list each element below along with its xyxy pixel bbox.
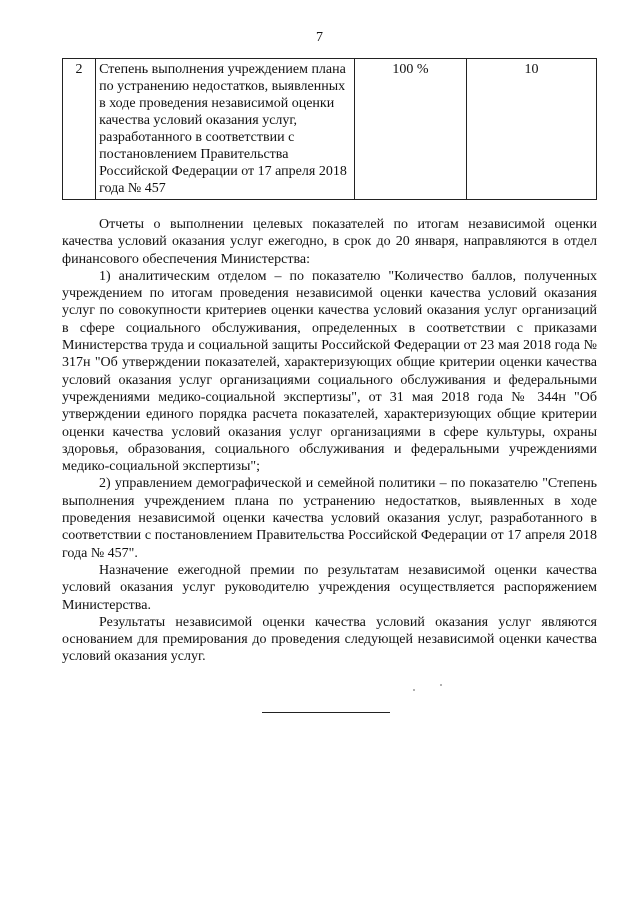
paragraph-item-2-demography: 2) управлением демографической и семейной политики – по показателю "Степень выполнения учреждением плана по устранению недостатков, выявленных в ходе проведения независимой оценки качества условий оказания услуг, разработанного в соответствии с постановлением Правительства Российской Федерации от 17 апреля 2018 года № 457". bbox=[62, 476, 597, 561]
document-body bbox=[62, 216, 597, 666]
scan-speck bbox=[440, 684, 442, 686]
row-number-cell: 2 bbox=[63, 59, 96, 200]
paragraph-results-basis: Результаты независимой оценки качества условий оказания услуг являются основанием для премирования до проведения следующей независимой оценки качества условий оказания услуг. bbox=[62, 614, 597, 665]
target-value-cell: 100 % bbox=[354, 59, 466, 200]
points-cell: 10 bbox=[467, 59, 597, 200]
page-number: 7 bbox=[316, 30, 323, 45]
paragraph-item-1-analytics: 1) аналитическим отделом – по показателю "Количество баллов, полученных учреждением по итогам проведения независимой оценки качества условий оказания услуг по совокупности критериев оценки качества условий оказания услуг организаций в сфере социального обслуживания, определенных в соответствии с приказами Министерства труда и социальной защиты Российской Федерации от 23 мая 2018 года № 317н "Об утверждении показателей, характеризующих общие критерии оценки качества условий оказания услуг организациями социального обслуживания и федеральными учреждениями медико-социальной экспертизы", от 31 мая 2018 года № 344н "Об утверждении единого порядка расчета показателей, характеризующих общие критерии оценки качества условий оказания услуг организациями в сфере культуры, охраны здоровья, образования, социального обслуживания и федеральными учреждениями медико-социальной экспертизы"; bbox=[62, 268, 597, 475]
indicators-table bbox=[62, 58, 597, 200]
paragraph-reports-submission: Отчеты о выполнении целевых показателей по итогам независимой оценки качества условий оказания услуг ежегодно, в срок до 20 января, направляются в отдел финансового обеспечения Министерства: bbox=[62, 217, 597, 267]
paragraph-annual-bonus: Назначение ежегодной премии по результатам независимой оценки качества условий оказания услуг руководителю учреждения осуществляется распоряжением Министерства. bbox=[62, 562, 597, 613]
scan-speck bbox=[413, 689, 415, 691]
closing-divider bbox=[262, 712, 390, 713]
indicator-name-cell: Степень выполнения учреждением плана по устранению недостатков, выявленных в ходе проведения независимой оценки качества условий оказания услуг, разработанного в соответствии с постановлением Правительства Российской Федерации от 17 апреля 2018 года № 457 bbox=[96, 59, 355, 200]
table-row bbox=[63, 59, 597, 200]
